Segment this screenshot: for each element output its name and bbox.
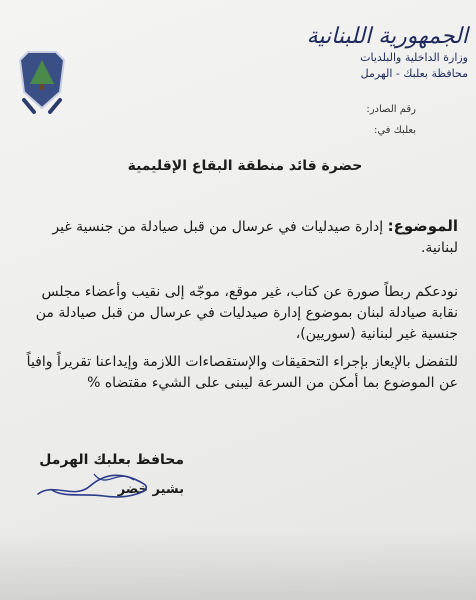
signatory-title: محافظ بعلبك الهرمل [39,452,184,468]
date-place-label: بعلبك في: [373,125,416,136]
subject-label: الموضوع: [387,217,458,235]
governorate-name: محافظة بعلبك - الهرمل [360,67,468,80]
addressee: حضرة قائد منطقة البقاع الإقليمية [127,158,363,174]
internal-security-emblem-icon [10,42,74,122]
subject-text: إدارة صيدليات في عرسال من قبل صيادلة من جنسية غير لبنانية. [52,219,458,256]
signatory-name: بشير خضر [117,482,184,497]
letterhead [248,24,468,82]
outgoing-number-label: رقم الصادر: [366,104,416,115]
handwritten-signature-icon [34,460,164,510]
subject-line [18,216,458,259]
ministry-name: وزارة الداخلية والبلديات [360,51,468,64]
paragraph-1: نودعكم ربطاً صورة عن كتاب، غير موقع، موجّه إلى نقيب وأعضاء مجلس نقابة صيادلة لبنان بموضوع إدارة صيدليات في عرسال من قبل صيادلة من جنسية غير لبنانية (سوريين)، [35,284,458,342]
republic-heading: الجمهورية اللبنانية [306,24,468,49]
paper-shadow [0,530,476,600]
paragraph-2: للتفضل بالإيعاز بإجراء التحقيقات والإستقصاءات اللازمة وإيداعنا تقريراً وافياً عن الموضوع بما أمكن من السرعة ليبنى على الشيء مقتضاه % [26,354,458,391]
